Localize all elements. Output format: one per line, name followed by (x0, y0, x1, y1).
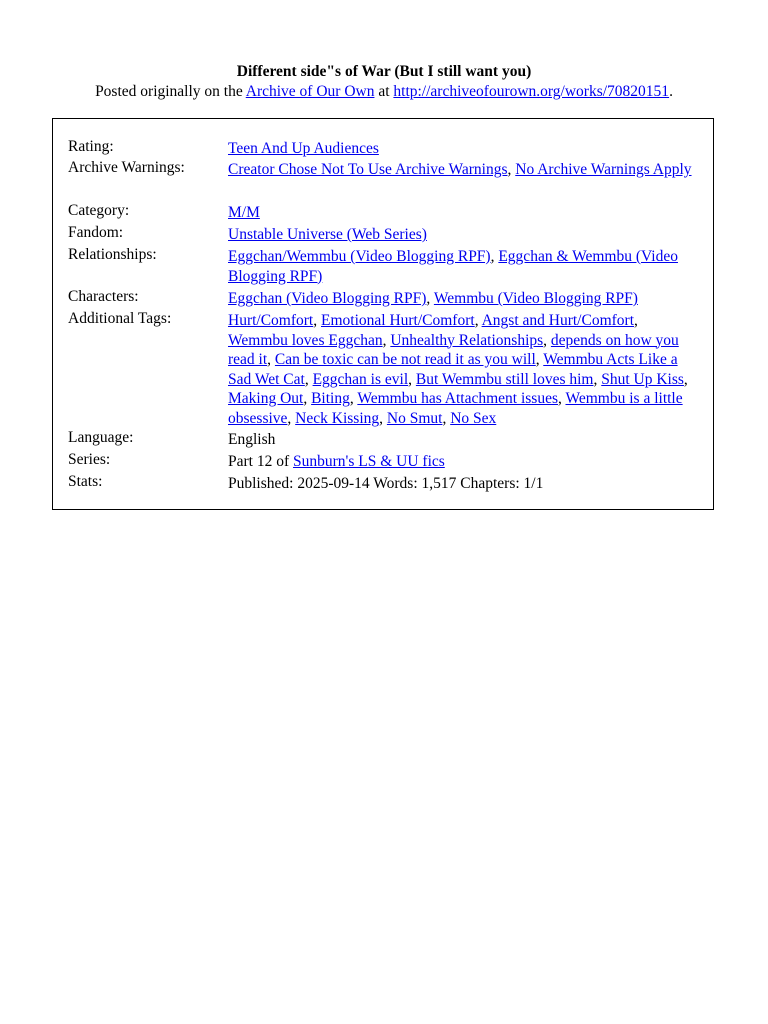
rating-value (228, 139, 698, 159)
tag-link[interactable]: depends on how you read it (228, 331, 679, 368)
characters-label: Characters: (68, 288, 139, 305)
series-prefix: Part 12 of (228, 453, 294, 470)
additional-tags-value: Hurt/Comfort, Emotional Hurt/Comfort, Angst and Hurt/Comfort, Wemmbu loves Eggchan, Unhealthy Relationships, depends on how you read it, Can be toxic can be not read it as you will, Wemmbu Acts Like a Sad Wet Cat, Eggchan is evil, But Wemmbu still loves him, Shut Up Kiss, Making Out, Biting, Wemmbu has Attachment issues, Wemmbu is a little obsessive, Neck Kissing, No Smut, No Sex (228, 312, 688, 427)
series-link[interactable]: Sunburn's LS & UU fics (293, 453, 445, 470)
relationship-link[interactable]: Eggchan/Wemmbu (Video Blogging RPF) (228, 248, 491, 265)
relationships-value: Eggchan/Wemmbu (Video Blogging RPF), Eggchan & Wemmbu (Video Blogging RPF) (228, 248, 678, 285)
tag-link[interactable]: Wemmbu Acts Like a Sad Wet Cat (228, 351, 678, 388)
tag-link[interactable]: Unhealthy Relationships (390, 331, 544, 349)
tag-link[interactable]: Eggchan is evil (312, 370, 409, 388)
series-label: Series: (68, 451, 111, 468)
tag-link[interactable]: Neck Kissing (295, 409, 380, 427)
tag-link[interactable]: No Smut (386, 409, 443, 427)
fandom-label: Fandom: (68, 224, 124, 241)
rating-label: Rating: (68, 138, 114, 155)
tag-link[interactable]: Wemmbu loves Eggchan (228, 331, 383, 349)
character-link[interactable]: Wemmbu (Video Blogging RPF) (433, 290, 638, 307)
posted-suffix: . (669, 83, 673, 100)
category-label: Category: (68, 202, 130, 219)
tag-link[interactable]: But Wemmbu still loves him (415, 370, 594, 388)
fandom-value (228, 225, 698, 245)
work-header (0, 62, 768, 102)
archive-link[interactable]: Archive of Our Own (245, 83, 375, 100)
tag-link[interactable]: Hurt/Comfort (228, 312, 314, 329)
category-value (228, 203, 698, 223)
tag-link[interactable]: Wemmbu has Attachment issues (357, 390, 558, 407)
relationships-label: Relationships: (68, 246, 157, 263)
posted-middle: at (374, 83, 394, 100)
tag-link[interactable]: Emotional Hurt/Comfort (321, 312, 475, 329)
fandom-link[interactable]: Unstable Universe (Web Series) (228, 226, 427, 243)
work-metadata-box (52, 118, 714, 510)
tag-link[interactable]: Wemmbu is a little obsessive (228, 390, 683, 427)
posted-prefix: Posted originally on the (95, 83, 246, 100)
tag-link[interactable]: Making Out (228, 390, 304, 407)
warning-link[interactable]: No Archive Warnings Apply (515, 161, 692, 178)
additional-tags-label: Additional Tags: (68, 310, 172, 327)
rating-link[interactable]: Teen And Up Audiences (228, 140, 379, 157)
work-url-link[interactable]: http://archiveofourown.org/works/70820151 (393, 83, 670, 100)
category-link[interactable]: M/M (228, 204, 260, 221)
relationship-link[interactable]: Eggchan & Wemmbu (Video Blogging RPF) (228, 248, 678, 285)
language-value: English (228, 431, 276, 448)
series-value (228, 452, 698, 472)
tag-link[interactable]: Angst and Hurt/Comfort (481, 312, 635, 329)
posted-line (0, 82, 768, 102)
stats-label: Stats: (68, 473, 103, 490)
character-link[interactable]: Eggchan (Video Blogging RPF) (228, 290, 427, 307)
warnings-label: Archive Warnings: (68, 159, 185, 176)
stats-value: Published: 2025-09-14 Words: 1,517 Chapters: 1/1 (228, 475, 544, 492)
tag-link[interactable]: Shut Up Kiss (601, 370, 684, 388)
work-title: Different side"s of War (But I still want you) (236, 63, 532, 80)
warning-link[interactable]: Creator Chose Not To Use Archive Warnings (228, 161, 508, 178)
tag-link[interactable]: No Sex (450, 409, 497, 427)
tag-link[interactable]: Biting (311, 390, 350, 407)
warnings-value: Creator Chose Not To Use Archive Warnings, No Archive Warnings Apply (228, 161, 692, 178)
tag-link[interactable]: Can be toxic can be not read it as you will (274, 351, 536, 368)
characters-value: Eggchan (Video Blogging RPF), Wemmbu (Video Blogging RPF) (228, 290, 638, 307)
language-label: Language: (68, 429, 134, 446)
